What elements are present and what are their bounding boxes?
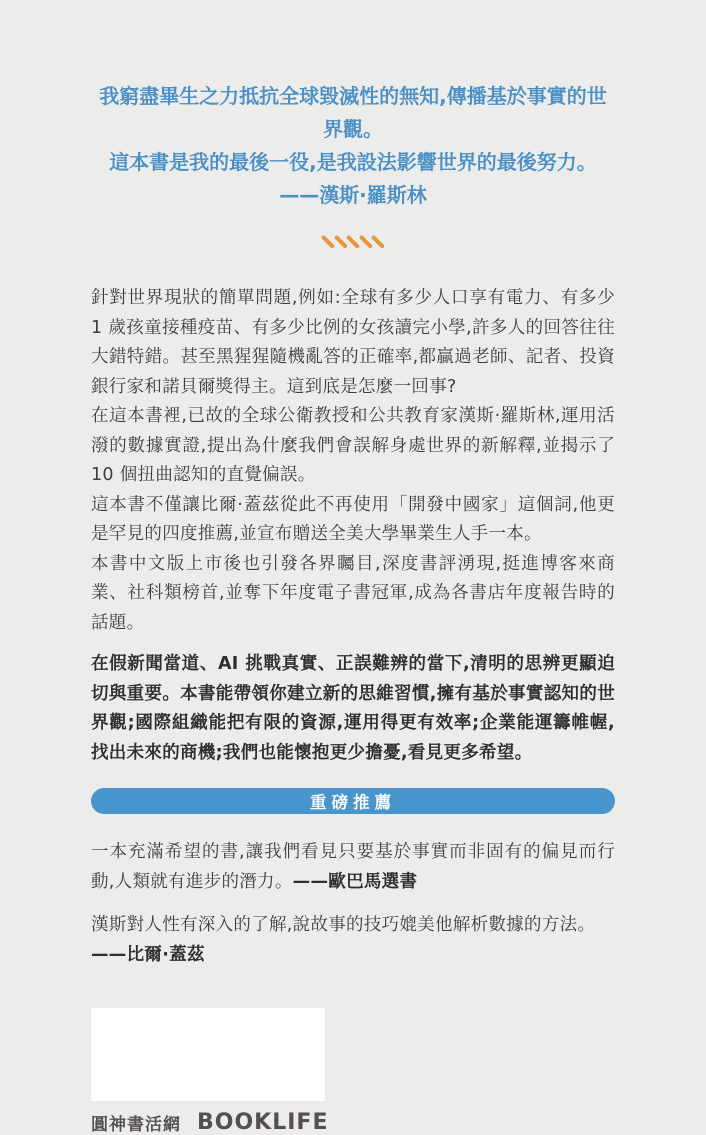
recommendation-source: ——比爾·蓋茲 — [91, 944, 205, 965]
orange-slash-mark — [321, 235, 335, 249]
highlight-paragraph: 在假新聞當道、AI 挑戰真實、正誤難辨的當下,清明的思辨更顯迫切與重要。本書能帶領你建立新的思維習慣,擁有基於事實認知的世界觀;國際組織能把有限的資源,運用得更有效率;企業能運籌帷幄,找出未來的商機;我們也能懷抱更少擔憂,看見更多希望。 — [91, 654, 615, 763]
barcode-placeholder — [91, 1008, 325, 1101]
booklife-logo: BOOKLIFE — [197, 1110, 329, 1135]
page-content — [91, 0, 615, 1135]
site-name-logo: 圓神書活網 — [91, 1115, 181, 1135]
recommendation-banner — [91, 788, 615, 814]
recommendation-item — [91, 911, 615, 970]
orange-slash-mark — [346, 235, 360, 249]
quote-block — [91, 0, 615, 212]
quote-line-2: 這本書是我的最後一役,是我設法影響世界的最後努力。 — [109, 150, 597, 174]
slash-divider — [91, 234, 615, 254]
recommendation-item — [91, 838, 615, 897]
recommendation-list — [91, 838, 615, 970]
footer-logo — [91, 1110, 615, 1135]
description-paragraph: 在這本書裡,已故的全球公衛教授和公共教育家漢斯·羅斯林,運用活潑的數據實證,提出為什麼我們會誤解身處世界的新解釋,並揭示了 10 個扭曲認知的直覺偏誤。 — [91, 406, 615, 485]
recommendation-text: 漢斯對人性有深入的了解,說故事的技巧媲美他解析數據的方法。 — [91, 915, 596, 935]
description-paragraph: 本書中文版上市後也引發各界矚目,深度書評湧現,挺進博客來商業、社科類榜首,並奪下年度電子書冠軍,成為各書店年度報告時的話題。 — [91, 553, 615, 633]
banner-label: 重磅推薦 — [310, 793, 396, 812]
book-description — [91, 284, 615, 768]
quote-line-1: 我窮盡畢生之力抵抗全球毀滅性的無知,傳播基於事實的世界觀。 — [99, 84, 607, 141]
recommendation-source: ——歐巴馬選書 — [292, 871, 418, 892]
quote-attribution: ——漢斯·羅斯林 — [279, 183, 427, 207]
recommendation-text: 一本充滿希望的書,讓我們看見只要基於事實而非固有的偏見而行動,人類就有進步的潛力。 — [91, 842, 615, 892]
description-paragraph: 針對世界現狀的簡單問題,例如:全球有多少人口享有電力、有多少 1 歲孩童接種疫苗、有多少比例的女孩讀完小學,許多人的回答往往大錯特錯。甚至黑猩猩隨機亂答的正確率,都贏過老師、記者、投資銀行家和諾貝爾獎得主。這到底是怎麼一回事? — [91, 288, 615, 397]
description-paragraph: 這本書不僅讓比爾·蓋茲從此不再使用「開發中國家」這個詞,他更是罕見的四度推薦,並宣布贈送全美大學畢業生人手一本。 — [91, 494, 615, 544]
orange-slash-mark — [371, 235, 385, 249]
